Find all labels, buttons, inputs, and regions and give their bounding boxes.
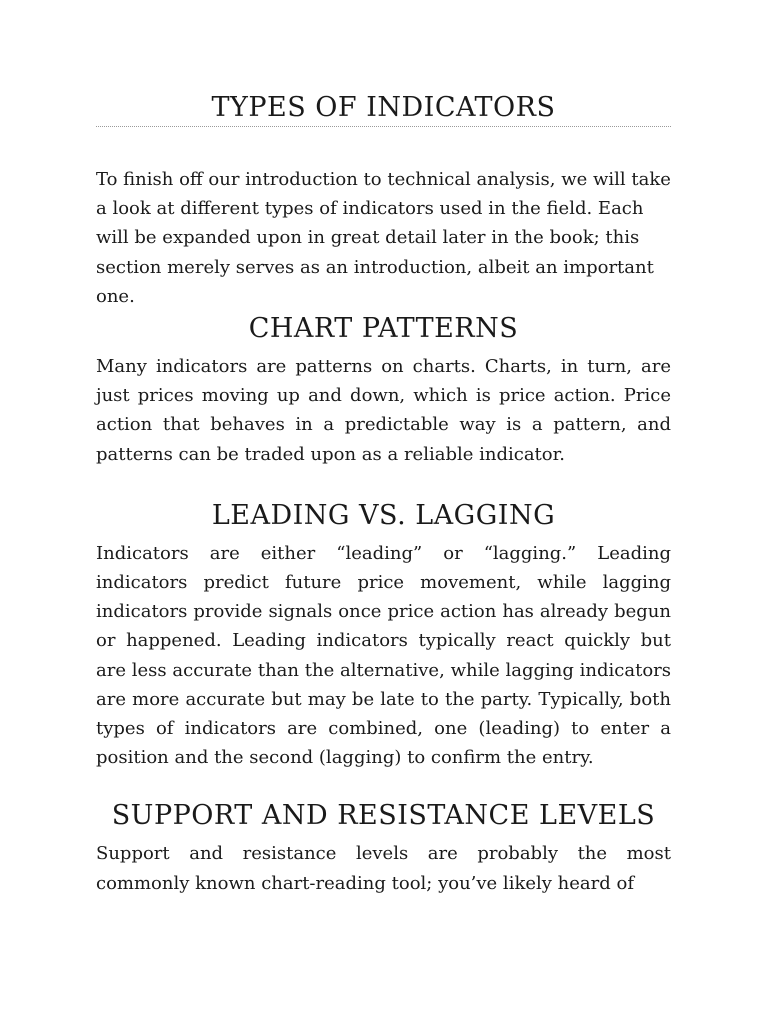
section-heading-support-resistance: SUPPORT AND RESISTANCE LEVELS: [111, 800, 656, 832]
intro-paragraph: To finish off our introduction to technical analysis, we will take a look at different types of indicators used in the field. Each will be expanded upon in great detail later in the book; this section merely serves as an introduction, albeit an important one.: [96, 169, 671, 307]
section-body-leading-vs-lagging: Indicators are either “leading” or “lagging.” Leading indicators predict future price movement, while lagging indicators provide signals once price action has already begun or happened. Leading indicators typically react quickly but are less accurate than the alternative, while lagging indicators are more accurate but may be late to the party. Typically, both types of indicators are combined, one (leading) to enter a position and the second (lagging) to confirm the entry.: [96, 542, 671, 769]
section-body-chart-patterns: Many indicators are patterns on charts. Charts, in turn, are just prices moving up and down, which is price action. Price action that behaves in a predictable way is a pattern, and patterns can be traded upon as a reliable indicator.: [96, 356, 671, 465]
page-title: TYPES OF INDICATORS: [211, 92, 556, 123]
section-heading-leading-vs-lagging: LEADING VS. LAGGING: [211, 499, 556, 531]
section-heading-chart-patterns: CHART PATTERNS: [248, 313, 519, 345]
title-divider: [96, 126, 671, 127]
document-page: [96, 0, 671, 898]
section-body-support-resistance: Support and resistance levels are probably the most commonly known chart-reading tool; you’ve likely heard of: [96, 843, 671, 894]
